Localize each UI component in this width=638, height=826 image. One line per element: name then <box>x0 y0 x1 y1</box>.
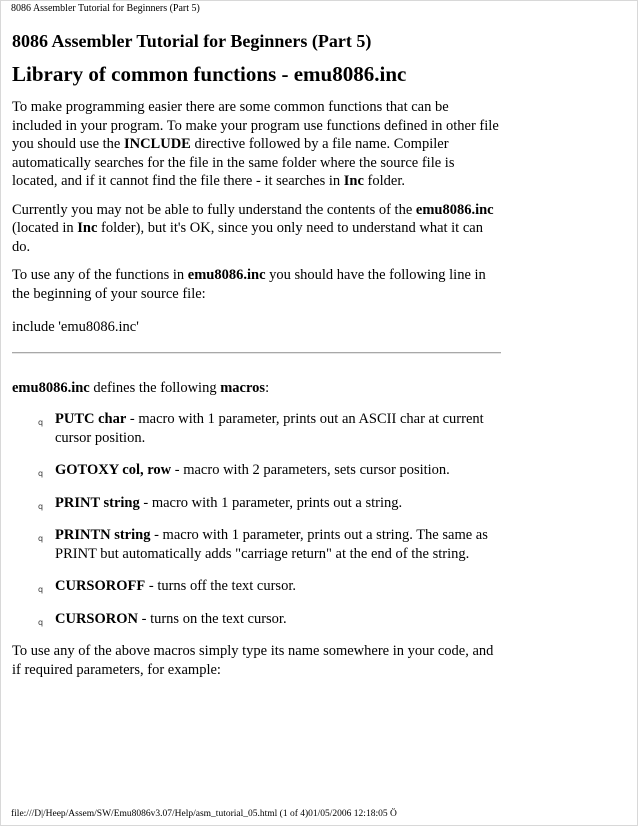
usage-example-paragraph: To use any of the above macros simply type its name somewhere in your code, and if required parameters, for example: <box>12 643 494 678</box>
document-body <box>12 30 502 679</box>
macro-name: GOTOXY col, row <box>55 462 172 478</box>
macro-description: - macro with 1 parameter, prints out an ASCII char at current cursor position. <box>55 411 484 446</box>
bullet-icon: q <box>38 585 44 594</box>
macro-item-gotoxy <box>12 461 502 480</box>
macro-name: PUTC char <box>55 411 127 427</box>
inc-folder-keyword: Inc <box>77 220 98 236</box>
contents-text-3: folder), but it's OK, since you only need to understand what it can do. <box>12 220 483 255</box>
page-footer-path: file:///D|/Heep/Assem/SW/Emu8086v3.07/Help/asm_tutorial_05.html (1 of 4)01/05/2006 12:18:05 Ö <box>11 809 397 819</box>
macro-list <box>12 410 502 628</box>
emu8086-inc-keyword: emu8086.inc <box>415 201 494 218</box>
tutorial-part-heading: 8086 Assembler Tutorial for Beginners (Part 5) <box>12 31 372 51</box>
section-divider <box>12 352 501 354</box>
contents-text-1: Currently you may not be able to fully understand the contents of the <box>12 201 416 218</box>
macros-keyword: macros <box>220 379 266 396</box>
macro-item-cursoroff <box>12 577 502 596</box>
inc-folder-keyword: Inc <box>343 173 364 189</box>
usage-text-1: To use any of the functions in <box>12 267 188 283</box>
macro-description: - macro with 1 parameter, prints out a string. The same as PRINT but automatically adds "carriage return" at the end of the string. <box>55 527 488 562</box>
intro-text-3: folder. <box>363 173 405 189</box>
contents-paragraph <box>12 201 502 257</box>
macros-intro-text-2: : <box>265 379 270 396</box>
usage-paragraph <box>12 266 502 303</box>
bullet-icon: q <box>38 534 44 543</box>
bullet-icon: q <box>38 617 44 627</box>
macro-name: PRINTN string <box>55 527 151 543</box>
include-directive-keyword: INCLUDE <box>123 136 191 152</box>
usage-text-2: you should have the following line in the beginning of your source file: <box>12 267 486 302</box>
macro-name: CURSORON <box>55 610 138 627</box>
bullet-icon: q <box>38 501 44 511</box>
macro-item-putc <box>12 410 502 447</box>
macros-intro-text-1: defines the following <box>89 379 221 396</box>
macro-item-cursoron <box>12 610 502 629</box>
bullet-icon: q <box>38 469 44 478</box>
macro-description: - turns on the text cursor. <box>137 610 287 627</box>
macro-name: PRINT string <box>55 494 140 511</box>
emu8086-inc-keyword: emu8086.inc <box>187 267 266 283</box>
macros-intro-paragraph <box>12 379 502 398</box>
intro-text-1: To make programming easier there are some common functions that can be included in your program. To make your program use functions defined in other file you should use the <box>12 99 499 152</box>
page-header-title: 8086 Assembler Tutorial for Beginners (Part 5) <box>11 3 200 14</box>
contents-text-2: (located in <box>12 220 78 236</box>
bullet-icon: q <box>38 418 44 427</box>
include-line: include 'emu8086.inc' <box>12 319 139 335</box>
emu8086-inc-keyword: emu8086.inc <box>12 379 90 396</box>
intro-text-2: directive followed by a file name. Compiler automatically searches for the file in the same folder where the source file is located, and if it cannot find the file there - it searches in <box>12 136 455 189</box>
intro-paragraph <box>12 98 502 191</box>
macro-description: - macro with 2 parameters, sets cursor position. <box>171 462 450 478</box>
macro-description: - macro with 1 parameter, prints out a string. <box>139 494 403 511</box>
macro-item-print <box>12 494 502 513</box>
macro-description: - turns off the text cursor. <box>145 578 296 594</box>
macro-name: CURSOROFF <box>55 578 146 594</box>
library-heading: Library of common functions - emu8086.inc <box>12 62 407 86</box>
macro-item-printn <box>12 526 502 563</box>
